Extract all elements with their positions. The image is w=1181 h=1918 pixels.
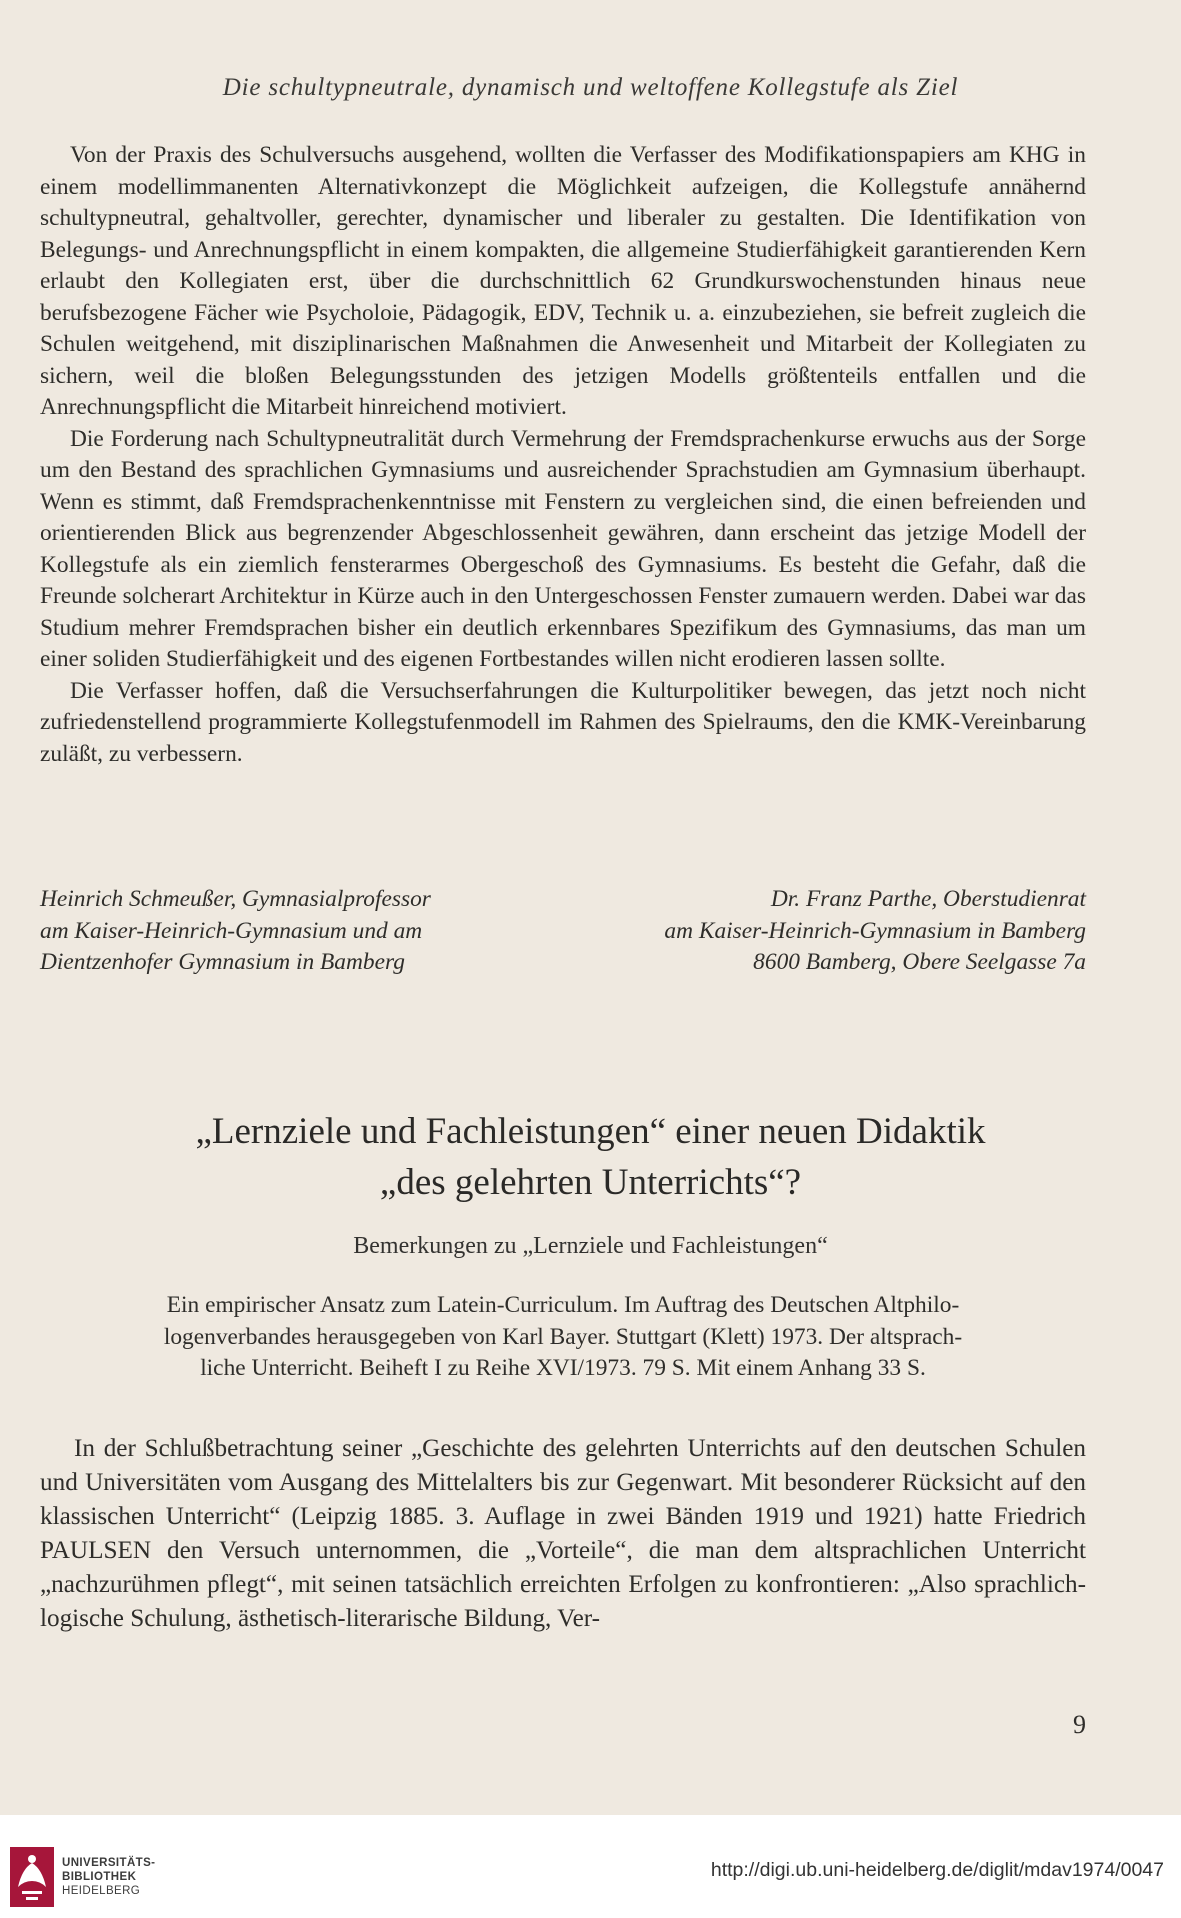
bib-line: liche Unterricht. Beiheft I zu Reihe XVI/1973. 79 S. Mit einem Anhang 33 S. [200,1355,926,1381]
digitization-footer [0,1815,1181,1918]
signature-line: Dr. Franz Parthe, Oberstudienrat [770,886,1086,912]
signature-line: am Kaiser-Heinrich-Gymnasium und am [40,917,423,944]
article-title [0,1106,1181,1208]
bib-line: logenverbandes herausgegeben von Karl Bayer. Stuttgart (Klett) 1973. Der altsprach- [163,1323,963,1350]
library-seal-icon [10,1847,54,1907]
article-subtitle: Bemerkungen zu „Lernziele und Fachleistungen“ [353,1233,828,1259]
logo-line: HEIDELBERG [62,1885,141,1897]
bibliographic-note [40,1290,1086,1385]
source-url-link[interactable]: http://digi.ub.uni-heidelberg.de/diglit/mdav1974/0047 [710,1859,1164,1881]
signature-line: am Kaiser-Heinrich-Gymnasium in Bamberg [664,917,1086,944]
paragraph: Die Verfasser hoffen, daß die Versuchserfahrungen die Kulturpolitiker bewegen, das jetzt noch nicht zufriedenstellend programmierte Kollegstufenmodell im Rahmen des Spielraums, den die KMK-Vereinbarung zuläßt, zu verbessern. [40,677,1086,767]
page-number: 9 [1073,1710,1086,1739]
library-name [62,1856,155,1898]
title-line: „des gelehrten Unterrichts“? [379,1162,802,1203]
article-body [40,1432,1086,1636]
running-head: Die schultypneutrale, dynamisch und weltoffene Kollegstufe als Ziel [222,74,959,101]
signature-line: Dientzenhofer Gymnasium in Bamberg [40,949,405,975]
signature-line: 8600 Bamberg, Obere Seelgasse 7a [753,949,1086,975]
library-logo[interactable] [10,1847,175,1907]
paragraph: Von der Praxis des Schulversuchs ausgehend, wollten die Verfasser des Modifikationspapiers am KHG in einem modellimmanenten Alternativkonzept die Möglichkeit aufzeigen, die Kollegstufe annähernd schultypneutral, gehaltvoller, gerechter, dynamischer und liberaler zu gestalten. Die Identifikation von Belegungs- und Anrechnungspflicht in einem kompakten, die allgemeine Studierfähigkeit garantierenden Kern erlaubt den Kollegiaten erst, über die durchschnittlich 62 Grundkurswochenstunden hinaus neue berufsbezogene Fächer wie Psycholoie, Pädagogik, EDV, Technik u. a. einzubeziehen, sie befreit zugleich die Schulen weitgehend, mit disziplinarischen Maßnahmen die Anwesenheit und Mitarbeit der Kollegiaten zu sichern, weil die bloßen Belegungsstunden des jetzigen Modells größtenteils entfallen und die Anrechnungspflicht die Mitarbeit hinreichend motiviert. [40,142,1086,420]
title-line: „Lernziele und Fachleistungen“ einer neuen Didaktik [195,1111,986,1152]
author-left [40,884,560,979]
logo-line: UNIVERSITÄTS- [62,1857,156,1869]
logo-line: BIBLIOTHEK [62,1871,137,1883]
author-right [526,884,1086,979]
bib-line: Ein empirischer Ansatz zum Latein-Curriculum. Im Auftrag des Deutschen Altphilo- [166,1292,960,1318]
paragraph: Die Forderung nach Schultypneutralität durch Vermehrung der Fremdsprachenkurse erwuchs aus der Sorge um den Bestand des sprachlichen Gymnasiums und ausreichender Sprachstudien am Gymnasium überhaupt. Wenn es stimmt, daß Fremdsprachenkenntnisse mit Fenstern zu vergleichen sind, die einen befreienden und orientierenden Blick aus begrenzender Abgeschlossenheit gewähren, dann erscheint das jetzige Modell der Kollegstufe als ein ziemlich fensterarmes Obergeschoß des Gymnasiums. Es besteht die Gefahr, daß die Freunde solcherart Architektur in Kürze auch in den Untergeschossen Fenster zumauern werden. Dabei war das Studium mehrer Fremdsprachen bisher ein deutlich erkennbares Spezifikum des Gymnasiums, das man um einer soliden Studierfähigkeit und des eigenen Fortbestandes willen nicht erodieren lassen sollte. [40,425,1086,672]
signature-line: Heinrich Schmeußer, Gymnasialprofessor [40,886,431,912]
paragraph: In der Schlußbetrachtung seiner „Geschichte des gelehrten Unterrichts auf den deutschen Schulen und Universitäten vom Ausgang des Mittelalters bis zur Gegenwart. Mit besonderer Rücksicht auf den klassischen Unterricht“ (Leipzig 1885. 3. Auflage in zwei Bänden 1919 und 1921) hatte Friedrich PAULSEN den Versuch unternommen, die „Vorteile“, die man dem altsprachlichen Unterricht „nachzurühmen pflegt“, mit seinen tatsächlich erreichten Erfolgen zu konfrontieren: „Also sprachlich-logische Schulung, ästhetisch-literarische Bildung, Ver- [40,1435,1086,1632]
section-body [40,140,1086,770]
